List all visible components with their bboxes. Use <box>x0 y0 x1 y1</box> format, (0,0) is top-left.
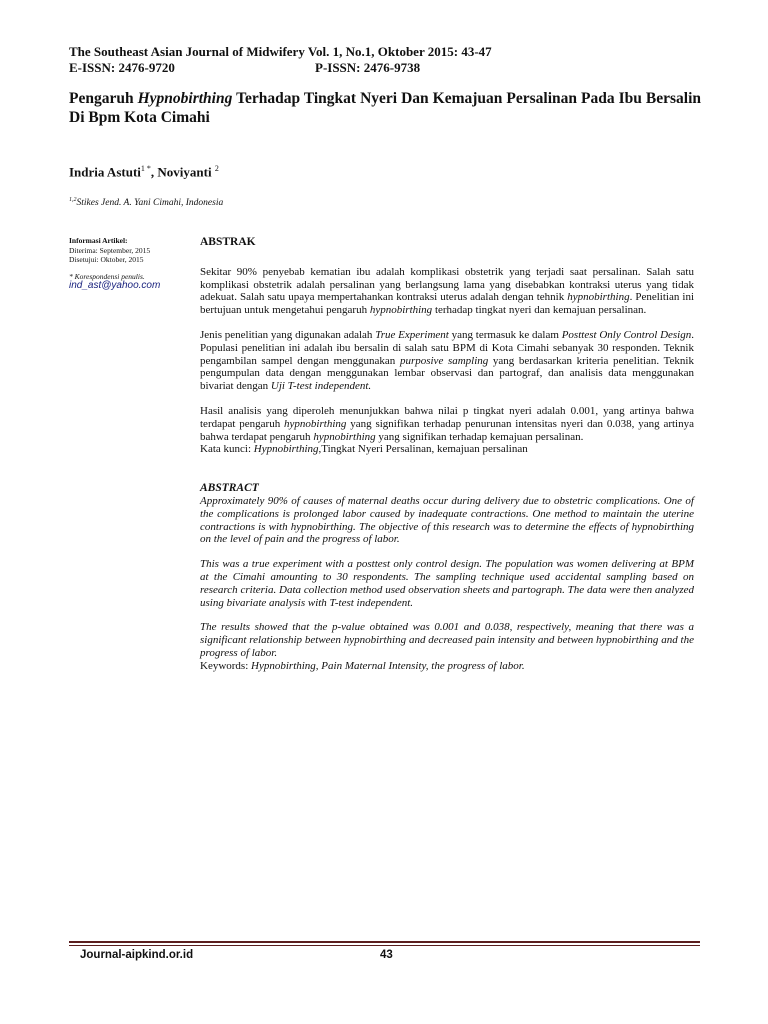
article-title: Pengaruh Hypnobirthing Terhadap Tingkat Nyeri Dan Kemajuan Persalinan Pada Ibu Bersalin Di Bpm Kota Cimahi <box>69 90 701 126</box>
page-number: 43 <box>380 949 393 961</box>
abstract-paragraph-1: Approximately 90% of causes of maternal deaths occur during delivery due to obstetric complications. One of the complications is prolonged labor caused by inadequate contractions. One method to maintain the uterine contractions is with hypnobirthing. The objective of this research was to determine the effects of hypnobirthing on the level of pain and the progress of labor. <box>200 494 694 546</box>
abstract-heading: ABSTRACT <box>200 482 259 495</box>
author-email-link[interactable]: ind_ast@yahoo.com <box>69 280 161 291</box>
footer-site: Journal-aipkind.or.id <box>80 949 194 961</box>
abstrak-paragraph-1: Sekitar 90% penyebab kematian ibu adalah komplikasi obstetrik yang terjadi saat persalinan. Salah satu komplikasi obstetrik adalah persalinan yang berlangsung lama yang disebabkan kontraksi uterus yang tidak adekuat. Salah satu upaya mempertahankan kontraksi uterus adalah dengan tehnik hypnobirthing. Penelitian ini bertujuan untuk mengetahui pengaruh hypnobirthing terhadap tingkat nyeri dan kemajuan persalinan. <box>200 265 694 317</box>
abstrak-keywords: Kata kunci: Hypnobirthing,Tingkat Nyeri Persalinan, kemajuan persalinan <box>200 443 528 456</box>
footer-rule-thin <box>69 945 700 946</box>
abstract-body <box>200 236 694 673</box>
p-issn: P-ISSN: 2476-9738 <box>315 60 421 75</box>
authors: Indria Astuti$^{1 *}$, Noviyanti $^2$ <box>69 164 219 180</box>
abstrak-heading: ABSTRAK <box>200 236 256 248</box>
correspondence-note: * Korespondensi penulis. <box>69 271 145 281</box>
abstrak-paragraph-3: Hasil analisis yang diperoleh menunjukkan bahwa nilai p tingkat nyeri adalah 0.001, yang artinya bahwa terdapat pengaruh hypnobirthing yang signifikan terhadap penurunan intensitas nyeri dan 0.038, yang artinya bahwa terdapat pengaruh hypnobirthing yang signifikan terhadap kemajuan persalinan. <box>200 404 694 443</box>
received-date: Diterima: September, 2015 <box>69 245 151 255</box>
affiliation: $^{1,2}$Stikes Jend. A. Yani Cimahi, Indonesia <box>69 197 224 209</box>
abstract-paragraph-2: This was a true experiment with a posttest only control design. The population was women delivering at BPM at the Cimahi amounting to 30 respondents. The sampling technique used accidental sampling based on research criteria. Data collection method used observation sheets and partograph. The data were then analyzed using bivariate analysis with T-test independent. <box>200 558 694 609</box>
journal-citation: The Southeast Asian Journal of Midwifery Vol. 1, No.1, Oktober 2015: 43-47 <box>69 44 492 59</box>
approved-date: Disetujui: Oktober, 2015 <box>69 255 144 264</box>
footer-rule-thick <box>69 941 700 943</box>
article-info-title: Informasi Artikel: <box>69 236 128 245</box>
abstract-keywords: Keywords: Hypnobirthing, Pain Maternal Intensity, the progress of labor. <box>200 659 525 672</box>
article-info <box>69 236 173 291</box>
abstract-paragraph-3: The results showed that the p-value obtained was 0.001 and 0.038, respectively, meaning that there was a significant relationship between hypnobirthing and decreased pain intensity and between hypnobirthing and the progress of labor. <box>200 621 694 659</box>
e-issn: E-ISSN: 2476-9720 <box>69 60 175 75</box>
abstrak-paragraph-2: Jenis penelitian yang digunakan adalah True Experiment yang termasuk ke dalam Posttest Only Control Design. Populasi penelitian ini adalah ibu bersalin di salah satu BPM di Kota Cimahi sebanyak 30 responden. Teknik pengambilan sampel dengan menggunakan purposive sampling yang berdasarkan kriteria penelitian. Teknik pengumpulan data dengan menggunakan lembar observasi dan partograf, dan analisis data menggunakan bivariat dengan Uji T-test independent. <box>200 328 694 393</box>
